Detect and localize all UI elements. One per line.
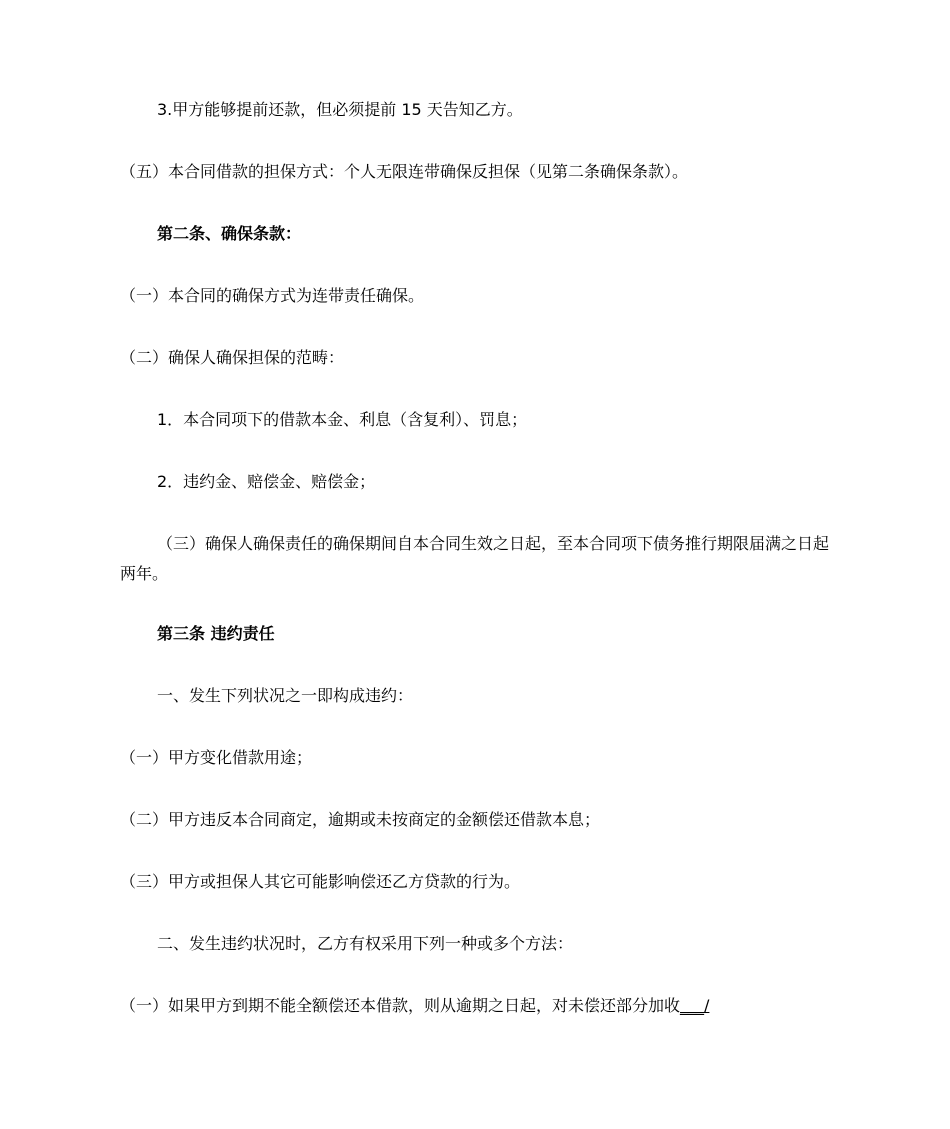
paragraph-default-conditions: 一、发生下列状况之一即构成违约： — [157, 686, 414, 705]
paragraph-default-item-three: （三）甲方或担保人其它可能影响偿还乙方贷款的行为。 — [120, 872, 521, 891]
paragraph-default-item-one: （一）甲方变化借款用途； — [120, 748, 313, 767]
paragraph-guarantee-period: （三）确保人确保责任的确保期间自本合同生效之日起，至本合同项下债务推行期限届满之日起两年。 — [120, 534, 830, 583]
heading-article-three: 第三条 违约责任 — [157, 624, 275, 643]
heading-article-two: 第二条、确保条款： — [157, 224, 302, 243]
paragraph-scope-item-one: 1．本合同项下的借款本金、利息（含复利）、罚息； — [157, 410, 528, 429]
paragraph-prepayment: 3.甲方能够提前还款，但必须提前 15 天告知乙方。 — [157, 100, 523, 119]
remedy-item-one-text: （一）如果甲方到期不能全额偿还本借款，则从逾期之日起，对未偿还部分加收 — [120, 996, 681, 1015]
blank-rate-field: ___/ — [680, 996, 710, 1015]
paragraph-guarantee-type: （一）本合同的确保方式为连带责任确保。 — [120, 286, 425, 305]
paragraph-remedy-item-one — [120, 991, 840, 1021]
paragraph-remedies: 二、发生违约状况时，乙方有权采用下列一种或多个方法： — [157, 934, 574, 953]
paragraph-default-item-two: （二）甲方违反本合同商定，逾期或未按商定的金额偿还借款本息； — [120, 810, 601, 829]
paragraph-scope-item-two: 2．违约金、赔偿金、赔偿金； — [157, 472, 376, 491]
paragraph-guarantee-method: （五）本合同借款的担保方式：个人无限连带确保反担保（见第二条确保条款）。 — [120, 162, 689, 181]
paragraph-guarantee-scope: （二）确保人确保担保的范畴： — [120, 348, 345, 367]
